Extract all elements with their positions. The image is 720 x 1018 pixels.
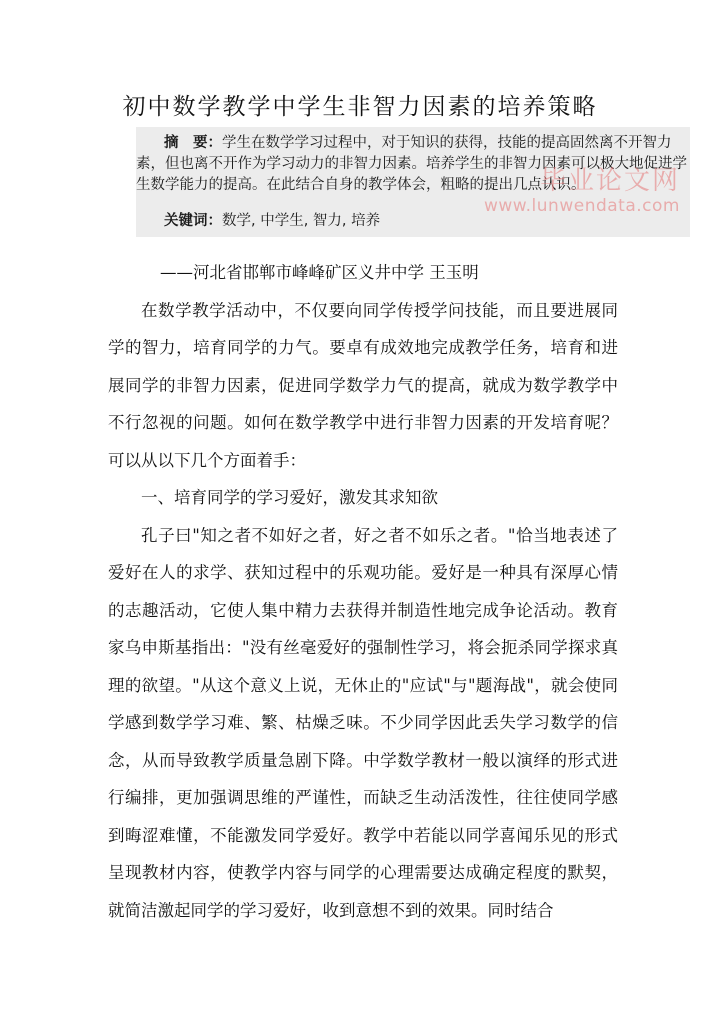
document-title: 初中数学教学中学生非智力因素的培养策略 (122, 94, 598, 120)
keywords-text: 数学, 中学生, 智力, 培养 (222, 213, 381, 229)
watermark-url: www.lunwendata.com (484, 196, 680, 216)
author-line: ——河北省邯郸市峰峰矿区义井中学 王玉明 (160, 263, 479, 282)
section-heading: 一、培育同学的学习爱好，激发其求知欲 (141, 488, 438, 507)
body-text (108, 254, 618, 929)
abstract-label: 摘 要： (164, 135, 222, 151)
watermark-text: 毕业论文网 (540, 166, 681, 196)
paragraph-intro: 在数学教学活动中，不仅要向同学传授学问技能，而且要进展同学的智力，培育同学的力气。要卓有成效地完成教学任务，培育和进展同学的非智力因素，促进同学数学力气的提高，就成为数学教学中不行忽视的问题。如何在数学教学中进行非智力因素的开发培育呢？可以从以下几个方面着手： (108, 300, 618, 470)
keywords-label: 关键词： (164, 213, 222, 229)
paragraph-section-1: 孔子曰"知之者不如好之者，好之者不如乐之者。"恰当地表述了爱好在人的求学、获知过程中的乐观功能。爱好是一种具有深厚心情的志趣活动，它使人集中精力去获得并制造性地完成争论活动。教育家乌申斯基指出："没有丝毫爱好的强制性学习，将会扼杀同学探求真理的欲望。"从这个意义上说，无休止的"应试"与"题海战"，就会使同学感到数学学习难、繁、枯燥乏味。不少同学因此丢失学习数学的信念，从而导致教学质量急剧下降。中学数学教材一般以演绎的形式进行编排，更加强调思维的严谨性，而缺乏生动活泼性，往往使同学感到晦涩难懂，不能激发同学爱好。教学中若能以同学喜闻乐见的形式呈现教材内容，使教学内容与同学的心理需要达成确定程度的默契，就简洁激起同学的学习爱好，收到意想不到的效果。同时结合 (108, 525, 618, 920)
abstract-text: 学生在数学学习过程中，对于知识的获得，技能的提高固然离不开智力素，但也离不开作为学习动力的非智力因素。培养学生的非智力因素可以极大地促进学生数学能力的提高。在此结合自身的教学体会，粗略的提出几点认识。 (136, 135, 687, 193)
